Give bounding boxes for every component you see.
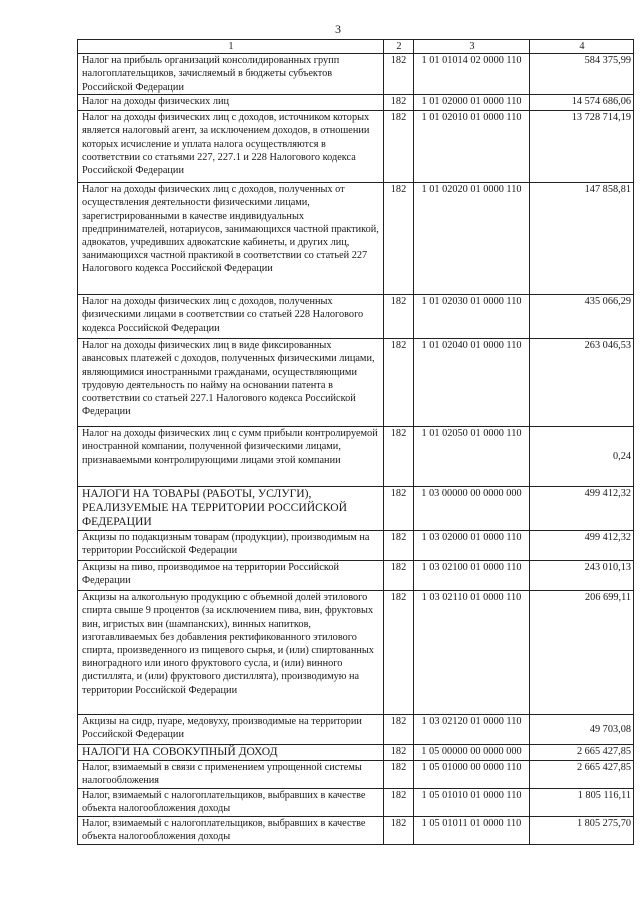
row-budget-code: 1 01 02000 01 0000 110 [414,95,530,111]
page-number: 3 [335,22,341,36]
row-amount: 49 703,08 [530,715,634,745]
row-budget-code: 1 01 02050 01 0000 110 [414,427,530,487]
row-budget-code: 1 01 02020 01 0000 110 [414,183,530,295]
row-name: НАЛОГИ НА ТОВАРЫ (РАБОТЫ, УСЛУГИ), РЕАЛИЗУЕМЫЕ НА ТЕРРИТОРИИ РОССИЙСКОЙ ФЕДЕРАЦИИ [78,487,384,531]
row-admin-code: 182 [384,761,414,789]
table-row [78,111,634,183]
row-budget-code: 1 03 02100 01 0000 110 [414,561,530,591]
row-amount: 2 665 427,85 [530,745,634,761]
row-budget-code: 1 01 01014 02 0000 110 [414,54,530,95]
row-admin-code: 182 [384,95,414,111]
row-budget-code: 1 03 02110 01 0000 110 [414,591,530,715]
row-amount: 0,24 [530,427,634,487]
table-row [78,745,634,761]
row-amount: 206 699,11 [530,591,634,715]
table-row [78,561,634,591]
table-row [78,295,634,339]
table-row [78,339,634,427]
row-budget-code: 1 01 02030 01 0000 110 [414,295,530,339]
row-admin-code: 182 [384,183,414,295]
row-name: Акцизы на сидр, пуаре, медовуху, производимые на территории Российской Федерации [78,715,384,745]
row-admin-code: 182 [384,591,414,715]
row-name: Налог, взимаемый в связи с применением упрощенной системы налогообложения [78,761,384,789]
table-row [78,789,634,817]
row-amount: 147 858,81 [530,183,634,295]
row-admin-code: 182 [384,295,414,339]
row-name: Налог на доходы физических лиц [78,95,384,111]
table-row [78,183,634,295]
table-row [78,531,634,561]
row-budget-code: 1 05 01000 00 0000 110 [414,761,530,789]
row-name: Налог, взимаемый с налогоплательщиков, выбравших в качестве объекта налогообложения доходы [78,789,384,817]
table-row [78,817,634,845]
row-amount: 13 728 714,19 [530,111,634,183]
column-header: 3 [414,40,530,54]
row-name: Налог, взимаемый с налогоплательщиков, выбравших в качестве объекта налогообложения доходы [78,817,384,845]
row-name: НАЛОГИ НА СОВОКУПНЫЙ ДОХОД [78,745,384,761]
row-admin-code: 182 [384,54,414,95]
row-admin-code: 182 [384,715,414,745]
row-budget-code: 1 01 02010 01 0000 110 [414,111,530,183]
row-budget-code: 1 01 02040 01 0000 110 [414,339,530,427]
table-header-row [78,40,634,54]
row-admin-code: 182 [384,111,414,183]
column-header: 2 [384,40,414,54]
row-name: Налог на доходы физических лиц с доходов, полученных физическими лицами в соответствии со статьей 228 Налогового кодекса Российской Федерации [78,295,384,339]
revenue-table [77,39,634,845]
row-name: Налог на прибыль организаций консолидированных групп налогоплательщиков, зачисляемый в бюджеты субъектов Российской Федерации [78,54,384,95]
row-budget-code: 1 03 02000 01 0000 110 [414,531,530,561]
table-row [78,427,634,487]
table-row [78,487,634,531]
row-name: Налог на доходы физических лиц с доходов, источником которых является налоговый агент, за исключением доходов, в отношении которых исчисление и уплата налога осуществляются в соответствии со статьями 227, 227.1 и 228 Налогового кодекса Российской Федерации [78,111,384,183]
row-amount: 14 574 686,06 [530,95,634,111]
row-budget-code: 1 05 00000 00 0000 000 [414,745,530,761]
table-row [78,95,634,111]
row-admin-code: 182 [384,789,414,817]
row-name: Акцизы на пиво, производимое на территории Российской Федерации [78,561,384,591]
table-row [78,54,634,95]
row-amount: 1 805 275,70 [530,817,634,845]
row-amount: 243 010,13 [530,561,634,591]
row-name: Налог на доходы физических лиц с сумм прибыли контролируемой иностранной компании, полученной физическими лицами, признаваемыми контролирующими лицами этой компании [78,427,384,487]
row-admin-code: 182 [384,487,414,531]
row-amount: 263 046,53 [530,339,634,427]
row-admin-code: 182 [384,339,414,427]
row-admin-code: 182 [384,745,414,761]
row-amount: 435 066,29 [530,295,634,339]
row-amount: 499 412,32 [530,531,634,561]
row-name: Акцизы на алкогольную продукцию с объемной долей этилового спирта свыше 9 процентов (за исключением пива, вин, фруктовых вин, игристых вин (шампанских), винных напитков, изготавливаемых без добавления ректификованного этилового спирта, произведенного из пищевого сырья, и (или) спиртованных виноградного или иного фруктового сусла, и (или) винного дистиллята, и (или) фруктового дистиллята), производимую на территории Российской Федерации [78,591,384,715]
table-row [78,715,634,745]
row-name: Акцизы по подакцизным товарам (продукции), производимым на территории Российской Федерации [78,531,384,561]
row-admin-code: 182 [384,817,414,845]
column-header: 1 [78,40,384,54]
row-amount: 2 665 427,85 [530,761,634,789]
row-budget-code: 1 05 01011 01 0000 110 [414,817,530,845]
row-admin-code: 182 [384,561,414,591]
row-amount: 584 375,99 [530,54,634,95]
row-amount: 1 805 116,11 [530,789,634,817]
row-budget-code: 1 03 02120 01 0000 110 [414,715,530,745]
row-budget-code: 1 05 01010 01 0000 110 [414,789,530,817]
row-admin-code: 182 [384,531,414,561]
column-header: 4 [530,40,634,54]
table-row [78,761,634,789]
row-name: Налог на доходы физических лиц в виде фиксированных авансовых платежей с доходов, полученных физическими лицами, являющимися иностранными гражданами, осуществляющими трудовую деятельность по найму на основании патента в соответствии со статьей 227.1 Налогового кодекса Российской Федерации [78,339,384,427]
row-budget-code: 1 03 00000 00 0000 000 [414,487,530,531]
table-row [78,591,634,715]
row-admin-code: 182 [384,427,414,487]
row-name: Налог на доходы физических лиц с доходов, полученных от осуществления деятельности физическими лицами, зарегистрированными в качестве индивидуальных предпринимателей, нотариусов, занимающихся частной практикой, адвокатов, учредивших адвокатские кабинеты, и других лиц, занимающихся частной практикой в соответствии со статьей 227 Налогового кодекса Российской Федерации [78,183,384,295]
row-amount: 499 412,32 [530,487,634,531]
